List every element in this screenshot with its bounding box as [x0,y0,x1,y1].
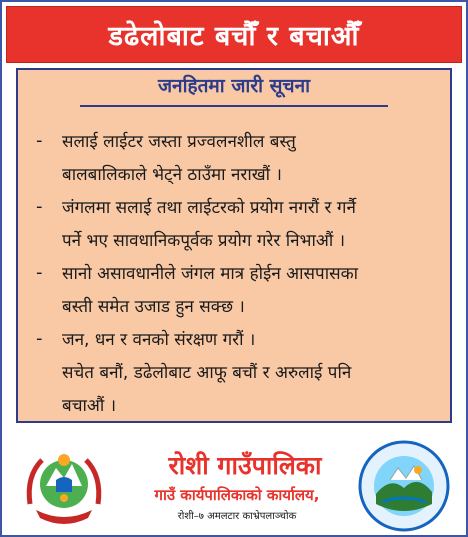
notice-line [36,223,446,256]
notice-line [36,256,446,289]
notice-line-text: जंगलमा सलाई तथा लाईटरको प्रयोग नगरौं र गर्नै [62,198,356,218]
office-name: गाउँ कार्यपालिकाको कार्यालय, [154,486,320,504]
notice-line-text: सचेत बनौं, डढेलोबाट आफू बचौं र अरुलाई पनि [62,363,352,383]
notice-line-text: सानो असावधानीले जंगल मात्र होईन आसपासका [62,264,359,284]
notice-line-text: बचाऔं । [62,396,117,416]
bullet-dash: - [36,130,43,151]
nepal-government-emblem-icon [22,446,106,526]
notice-line [36,388,446,421]
municipality-name: रोशी गाउँपालिका [168,451,322,480]
title-banner [6,6,462,63]
banner-title: डढेलोबाट बचौँ र बचाऔँ [108,21,360,52]
notice-line-text: सलाई लाईटर जस्ता प्रज्वलनशील बस्तु [62,132,296,152]
bullet-dash: - [36,262,43,283]
notice-box [16,68,452,423]
title-underline [80,105,388,107]
bullet-dash: - [36,196,43,217]
notice-title: जनहितमा जारी सूचना [157,75,311,97]
notice-line-text: बालबालिकाले भेट्ने ठाउँमा नराखौं । [62,165,282,185]
footer [6,428,464,533]
office-address: रोशी–७ अमलटार काभ्रेपलाञ्चोक [177,511,297,522]
notice-line [36,289,446,322]
notice-lines [36,124,446,421]
notice-line-text: बस्ती समेत उजाड हुन सक्छ । [62,297,245,317]
notice-line [36,124,446,157]
bullet-dash: - [36,328,43,349]
roshi-municipality-logo-icon [356,438,452,532]
notice-line-text: जन, धन र वनको संरक्षण गरौं । [62,330,256,350]
notice-line [36,190,446,223]
notice-line [36,157,446,190]
notice-line [36,355,446,388]
notice-line-text: पर्ने भए सावधानिकपूर्वक प्रयोग गरेर निभाऔं । [62,231,346,251]
notice-line [36,322,446,355]
